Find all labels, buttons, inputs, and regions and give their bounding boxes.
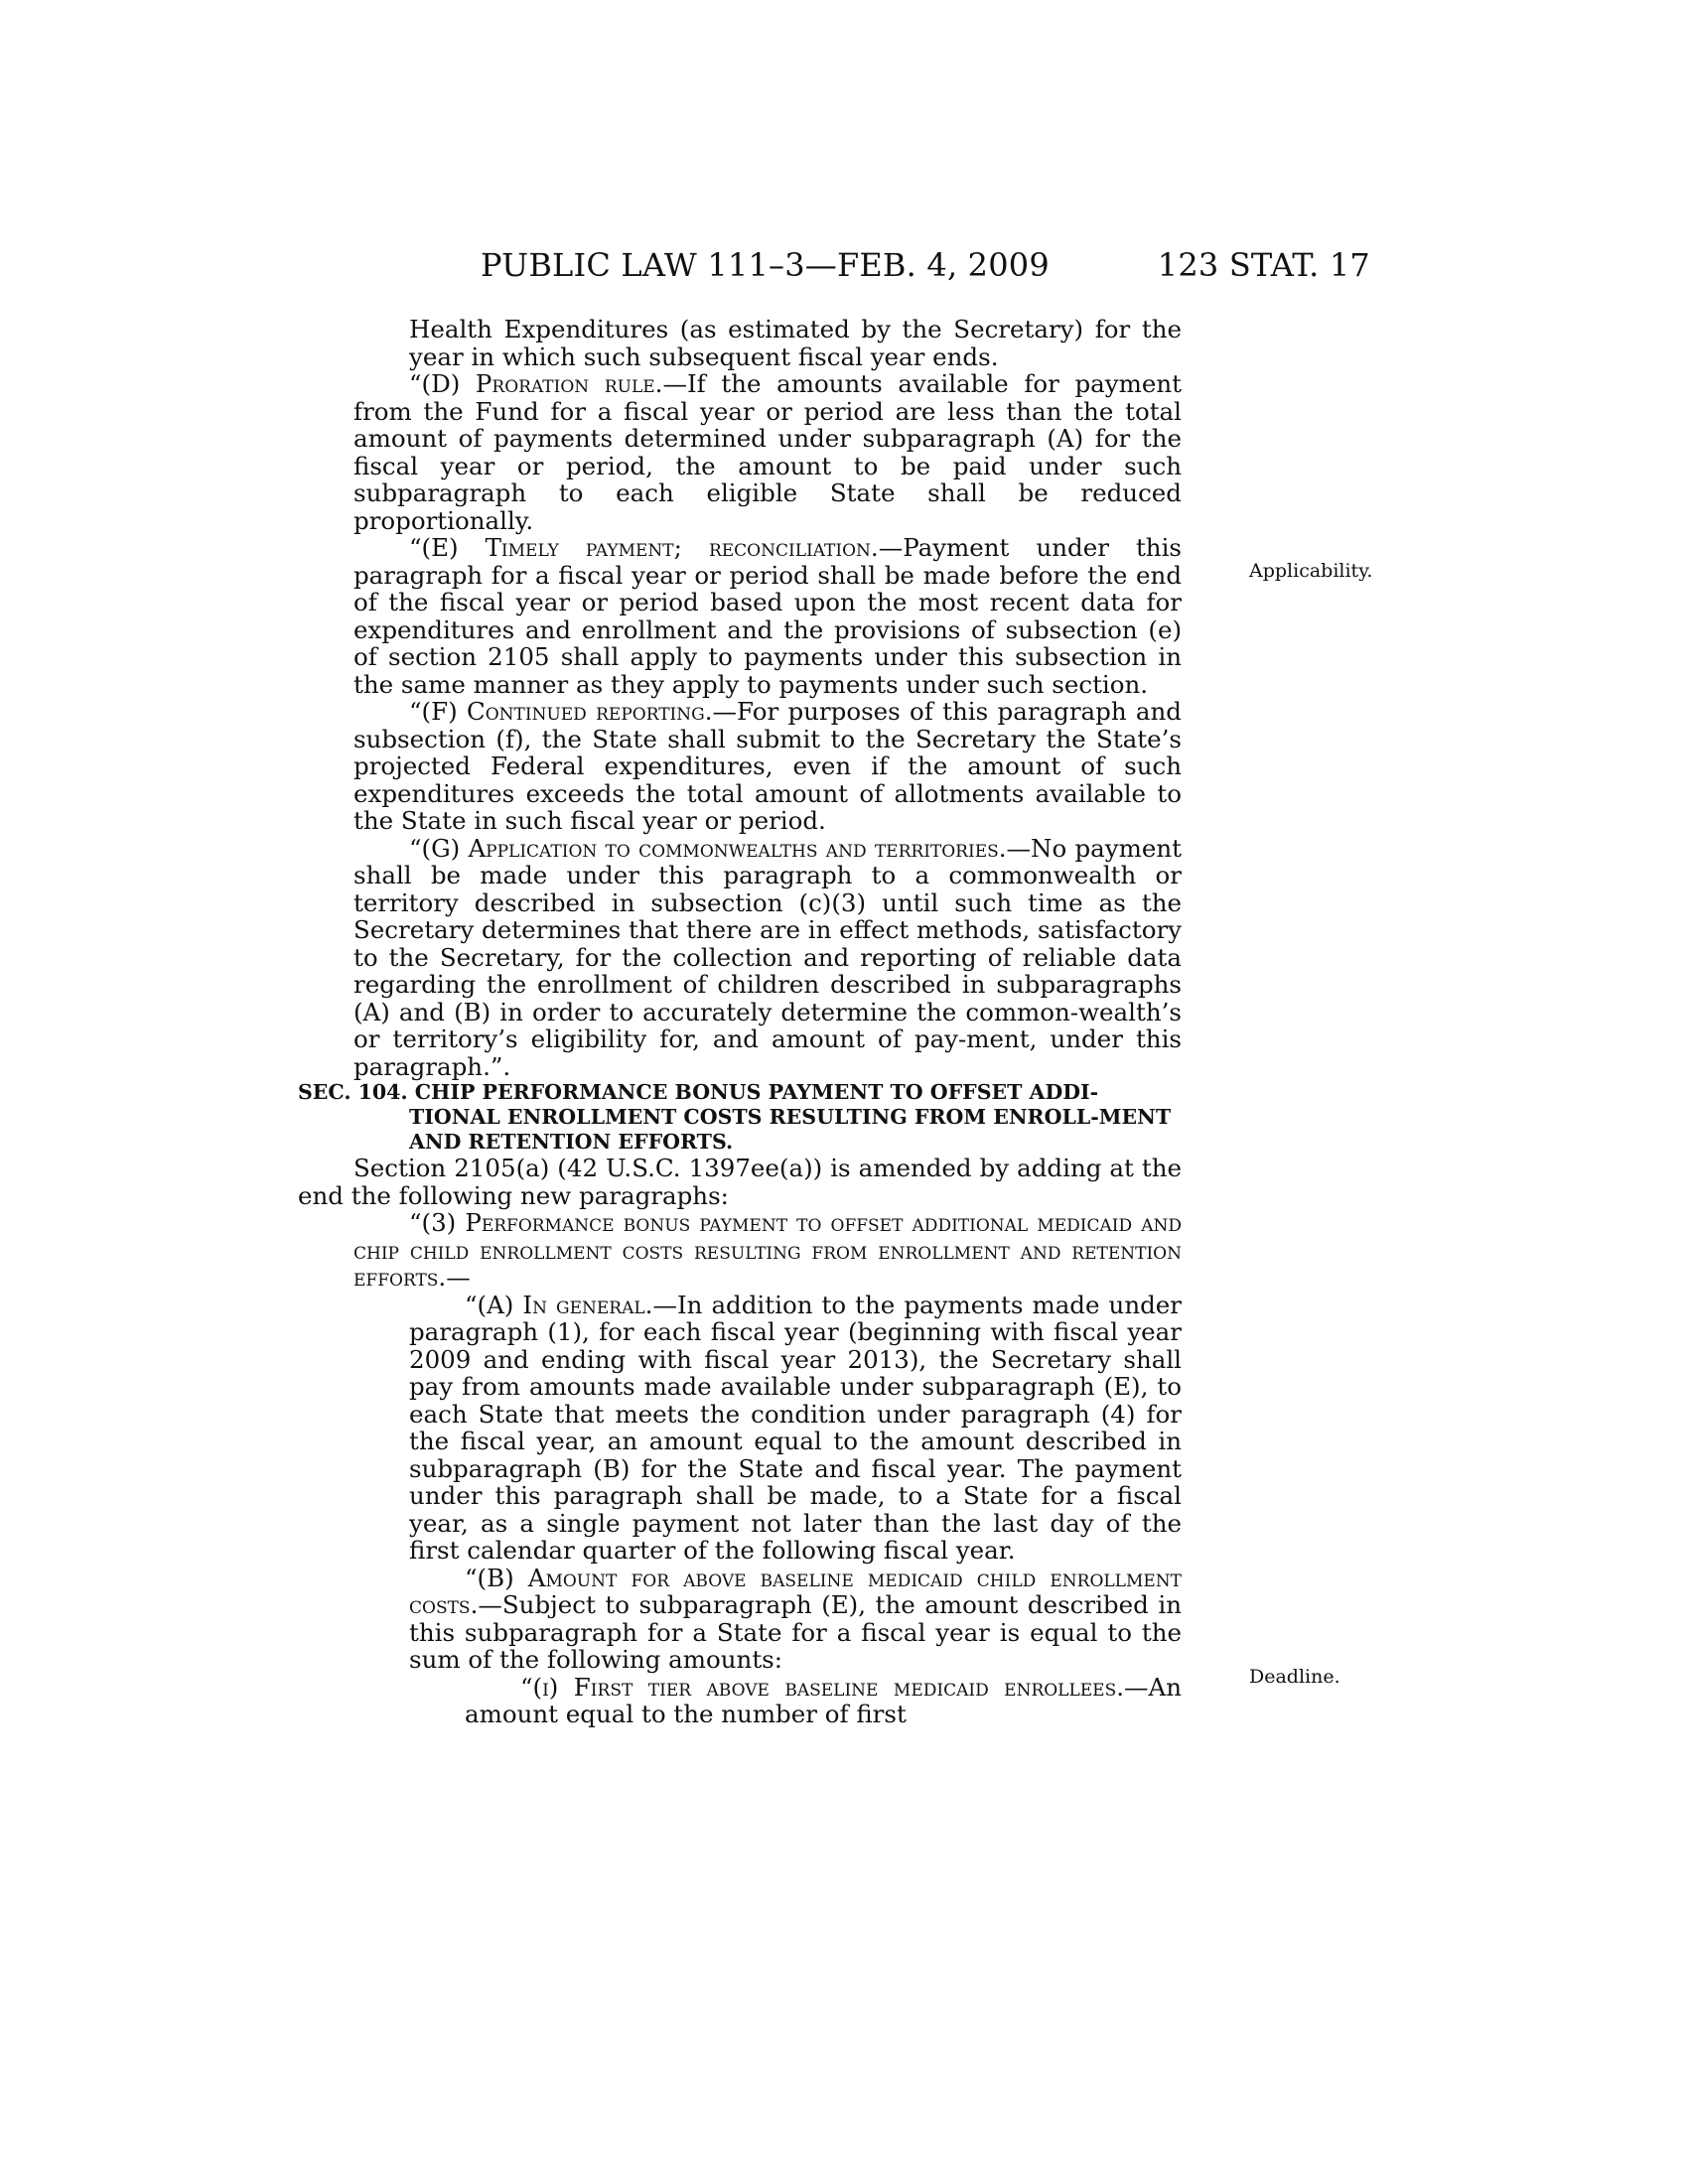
clause-i xyxy=(298,1674,1182,1728)
paragraph-3-text: — xyxy=(446,1263,471,1292)
section-intro: Section 2105(a) (42 U.S.C. 1397ee(a)) is amended by adding at the end the following new paragraphs: xyxy=(298,1154,1182,1210)
paragraph-a-text: —In addition to the payments made under paragraph (1), for each fiscal year (beginning with fiscal year 2009 and ending with fiscal year 2013), the Secretary shall pay from amounts made available under subparagraph (E), to each State that meets the condition under paragraph (4) for the fiscal year, an amount equal to the amount described in subparagraph (B) for the State and fiscal year. The payment under this paragraph shall be made, to a State for a fiscal year, as a single payment not later than the last day of the first calendar quarter of the following fiscal year. xyxy=(409,1290,1182,1565)
paragraph-a xyxy=(298,1292,1182,1565)
paragraph-e xyxy=(298,534,1182,698)
paragraph-3-heading: “(3) Performance bonus payment to offset additional medicaid and chip child enrollment costs resulting from enrollment and retention efforts. xyxy=(353,1208,1182,1292)
paragraph-continuation: Health Expenditures (as estimated by the Secretary) for the year in which such subsequent fiscal year ends. xyxy=(409,315,1182,371)
clause-i-text: —An amount equal to the number of first xyxy=(465,1672,1182,1728)
paragraph-f-text: —For purposes of this paragraph and subsection (f), the State shall submit to the Secretary the State’s projected Federal expenditures, even if the amount of such expenditures exceeds the total amount of allotments available to the State in such fiscal year or period. xyxy=(353,697,1182,835)
margin-note-applicability: Applicability. xyxy=(1249,560,1373,582)
paragraph-d-text: —If the amounts available for payment from the Fund for a fiscal year or period are less than the total amount of payments determined under subparagraph (A) for the fiscal year or period, the amount to be paid under such subparagraph to each eligible State shall be reduced proportionally. xyxy=(353,369,1182,535)
section-heading: SEC. 104. CHIP PERFORMANCE BONUS PAYMENT TO OFFSET ADDI-TIONAL ENROLLMENT COSTS RESULTING FROM ENROLL-MENT AND RETENTION EFFORTS. xyxy=(298,1080,1172,1154)
paragraph-e-heading: “(E) Timely payment; reconciliation. xyxy=(409,533,879,562)
paragraph-b-text: —Subject to subparagraph (E), the amount described in this subparagraph for a State for a fiscal year is equal to the sum of the following amounts: xyxy=(409,1590,1182,1674)
paragraph-d-heading: “(D) Proration rule. xyxy=(409,369,663,398)
paragraph-a-heading: “(A) In general. xyxy=(465,1290,653,1319)
paragraph-f xyxy=(298,698,1182,835)
paragraph-g xyxy=(298,835,1182,1081)
margin-note-deadline: Deadline. xyxy=(1249,1666,1340,1688)
paragraph-f-heading: “(F) Continued reporting. xyxy=(409,697,713,726)
paragraph-e-text: —Payment under this paragraph for a fiscal year or period shall be made before the end of the fiscal year or period based upon the most recent data for expenditures and enrollment and the provisions of subsection (e) of section 2105 shall apply to payments under this subsection in the same manner as they apply to payments under such section. xyxy=(353,533,1182,699)
paragraph-b-heading: “(B) Amount for above baseline medicaid child enrollment costs. xyxy=(409,1563,1182,1619)
paragraph-d xyxy=(298,370,1182,534)
body-text xyxy=(298,316,1182,1728)
paragraph-3 xyxy=(298,1209,1182,1292)
clause-i-heading: “(i) First tier above baseline medicaid enrollees. xyxy=(520,1672,1125,1702)
paragraph-b xyxy=(298,1565,1182,1674)
running-header-right: 123 STAT. 17 xyxy=(1157,246,1370,284)
paragraph-g-text: —No payment shall be made under this paragraph to a commonwealth or territory described in subsection (c)(3) until such time as the Secretary determines that there are in effect methods, satisfactory to the Secretary, for the collection and reporting of reliable data regarding the enrollment of children described in subparagraphs (A) and (B) in order to accurately determine the common-wealth’s or territory’s eligibility for, and amount of pay-ment, under this paragraph.”. xyxy=(353,833,1182,1081)
running-header-left: PUBLIC LAW 111–3—FEB. 4, 2009 xyxy=(481,246,1050,284)
paragraph-g-heading: “(G) Application to commonwealths and territories. xyxy=(409,833,1007,863)
